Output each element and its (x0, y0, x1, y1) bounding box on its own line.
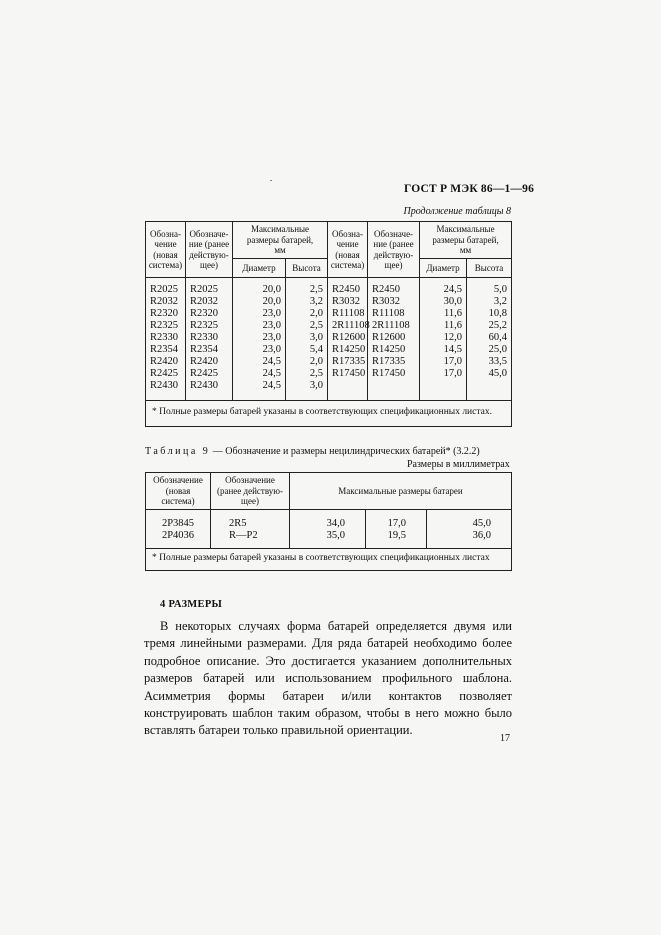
table-9-caption-text: — Обозначение и размеры нецилиндрических батарей* (3.2.2) (210, 446, 480, 457)
table-cell: 11,6 (420, 320, 467, 332)
table-cell: 2,0 (286, 356, 328, 368)
table-row (146, 284, 512, 296)
t8-header-max-right: Максимальные размеры батарей, мм (420, 222, 512, 259)
t8-header-height: Высота (467, 259, 512, 278)
table-cell: 34,0 (290, 518, 366, 530)
table-cell: 24,5 (233, 380, 286, 401)
table-cell: R17450 (368, 368, 420, 380)
table-cell: 3,2 (286, 296, 328, 308)
table-8-continuation (145, 221, 512, 427)
table-continuation-label: Продолжение таблицы 8 (403, 206, 511, 217)
table-cell: R2420 (146, 356, 186, 368)
table-cell: R2320 (186, 308, 233, 320)
table-cell: R14250 (328, 344, 368, 356)
table-cell: 24,5 (233, 368, 286, 380)
table-cell: R3032 (328, 296, 368, 308)
table-cell: R2330 (186, 332, 233, 344)
table-cell: 17,0 (420, 368, 467, 380)
t8-header-new-right: Обозна- чение (новая система) (328, 222, 368, 278)
table-cell: 60,4 (467, 332, 512, 344)
table-cell: R2320 (146, 308, 186, 320)
table-cell: 24,5 (233, 356, 286, 368)
t8-body (146, 278, 512, 427)
table-row (146, 380, 512, 401)
table-cell: R2330 (146, 332, 186, 344)
table-cell (366, 510, 427, 519)
table-cell: 23,0 (233, 332, 286, 344)
table-cell: R2430 (186, 380, 233, 401)
table-cell: 20,0 (233, 284, 286, 296)
table-cell: 23,0 (233, 344, 286, 356)
t8-header-diameter: Диаметр (420, 259, 467, 278)
table-8-note: * Полные размеры батарей указаны в соответствующих спецификационных листах. (146, 401, 512, 427)
table-cell: 2,0 (286, 308, 328, 320)
table-cell: 10,8 (467, 308, 512, 320)
scan-dot (270, 180, 272, 181)
table-row (146, 344, 512, 356)
table-cell (467, 380, 512, 401)
table-cell: R14250 (368, 344, 420, 356)
table-cell: 2,5 (286, 320, 328, 332)
t8-header-new-left: Обозна- чение (новая система) (146, 222, 186, 278)
t8-header-max-left: Максимальные размеры батарей, мм (233, 222, 328, 259)
table-cell: 5,4 (286, 344, 328, 356)
table-cell: R2430 (146, 380, 186, 401)
table-cell: 23,0 (233, 320, 286, 332)
table-cell: R—P2 (211, 530, 290, 549)
table-row (146, 332, 512, 344)
page-number: 17 (500, 733, 510, 744)
table-9-caption (145, 446, 480, 457)
table-cell: R2325 (186, 320, 233, 332)
table-row (146, 296, 512, 308)
t8-header-old-left: Обозначе- ние (ранее действую- щее) (186, 222, 233, 278)
table-row (146, 518, 512, 530)
table-cell: 2R5 (211, 518, 290, 530)
table-cell: 33,5 (467, 356, 512, 368)
t9-header-max: Максимальные размеры батареи (290, 473, 512, 510)
table-cell: 2R11108 (328, 320, 368, 332)
table-cell: R11108 (328, 308, 368, 320)
table-note-row (146, 549, 512, 571)
table-cell: R17335 (328, 356, 368, 368)
table-cell: 17,0 (420, 356, 467, 368)
table-cell: R2354 (146, 344, 186, 356)
table-cell: 14,5 (420, 344, 467, 356)
table-cell: 2,5 (286, 368, 328, 380)
section-paragraph: В некоторых случаях форма батарей определяется двумя или тремя линейными размерами. Для ряда батарей необходимо более подробное описание. Это достигается указанием дополнительных размеров батарей или использованием профильного шаблона. Асимметрия формы батареи и/или контактов позволяет конструировать шаблон таким образом, чтобы в него можно было вставлять батареи только правильной ориентации. (144, 619, 512, 738)
table-cell: R12600 (368, 332, 420, 344)
table-cell: 45,0 (427, 518, 512, 530)
table-9-units: Размеры в миллиметрах (407, 459, 510, 470)
table-cell: R2025 (146, 284, 186, 296)
t9-header-old: Обозначение (ранее действую- щее) (211, 473, 290, 510)
table-9-note: * Полные размеры батарей указаны в соответствующих спецификационных листах (146, 549, 512, 571)
table-cell: 25,0 (467, 344, 512, 356)
table-cell: 36,0 (427, 530, 512, 549)
table-cell (328, 380, 368, 401)
table-cell: R2450 (368, 284, 420, 296)
table-note-row (146, 401, 512, 427)
table-cell: R17450 (328, 368, 368, 380)
table-cell: 19,5 (366, 530, 427, 549)
table-cell (427, 510, 512, 519)
table-cell: 2P4036 (146, 530, 211, 549)
t9-body (146, 510, 512, 571)
table-cell: 3,0 (286, 332, 328, 344)
t9-header-new: Обозначение (новая система) (146, 473, 211, 510)
table-cell: 17,0 (366, 518, 427, 530)
t8-header-old-right: Обозначе- ние (ранее действую- щее) (368, 222, 420, 278)
table-cell: 25,2 (467, 320, 512, 332)
table-cell: R2032 (186, 296, 233, 308)
table-cell: 24,5 (420, 284, 467, 296)
table-cell: R12600 (328, 332, 368, 344)
table-cell: 3,2 (467, 296, 512, 308)
table-cell: R2420 (186, 356, 233, 368)
table-row (146, 530, 512, 549)
table-cell: 30,0 (420, 296, 467, 308)
table-cell (420, 380, 467, 401)
table-cell: 45,0 (467, 368, 512, 380)
table-cell: 2,5 (286, 284, 328, 296)
table-cell: 11,6 (420, 308, 467, 320)
table-cell: 2P3845 (146, 518, 211, 530)
table-cell: 5,0 (467, 284, 512, 296)
table-cell: R3032 (368, 296, 420, 308)
table-cell: R2032 (146, 296, 186, 308)
standard-header: ГОСТ Р МЭК 86—1—96 (404, 183, 535, 195)
table-cell (368, 380, 420, 401)
table-row (146, 510, 512, 519)
table-cell: R2354 (186, 344, 233, 356)
table-cell: R2425 (146, 368, 186, 380)
table-cell (290, 510, 366, 519)
t8-header-height: Высота (286, 259, 328, 278)
table-cell: 23,0 (233, 308, 286, 320)
table-cell: R17335 (368, 356, 420, 368)
table-row (146, 368, 512, 380)
table-cell: R2450 (328, 284, 368, 296)
table-cell: R2325 (146, 320, 186, 332)
table-row (146, 320, 512, 332)
table-cell: 3,0 (286, 380, 328, 401)
table-cell: 12,0 (420, 332, 467, 344)
table-9-caption-label: Таблица 9 (145, 446, 211, 457)
table-cell (211, 510, 290, 519)
table-cell: R11108 (368, 308, 420, 320)
table-row (146, 308, 512, 320)
table-cell: 35,0 (290, 530, 366, 549)
table-cell: R2025 (186, 284, 233, 296)
section-title: 4 РАЗМЕРЫ (160, 599, 223, 610)
t8-header-diameter: Диаметр (233, 259, 286, 278)
table-row (146, 356, 512, 368)
table-cell: R2425 (186, 368, 233, 380)
table-9 (145, 472, 512, 571)
table-cell: 2R11108 (368, 320, 420, 332)
table-cell (146, 510, 211, 519)
table-cell: 20,0 (233, 296, 286, 308)
